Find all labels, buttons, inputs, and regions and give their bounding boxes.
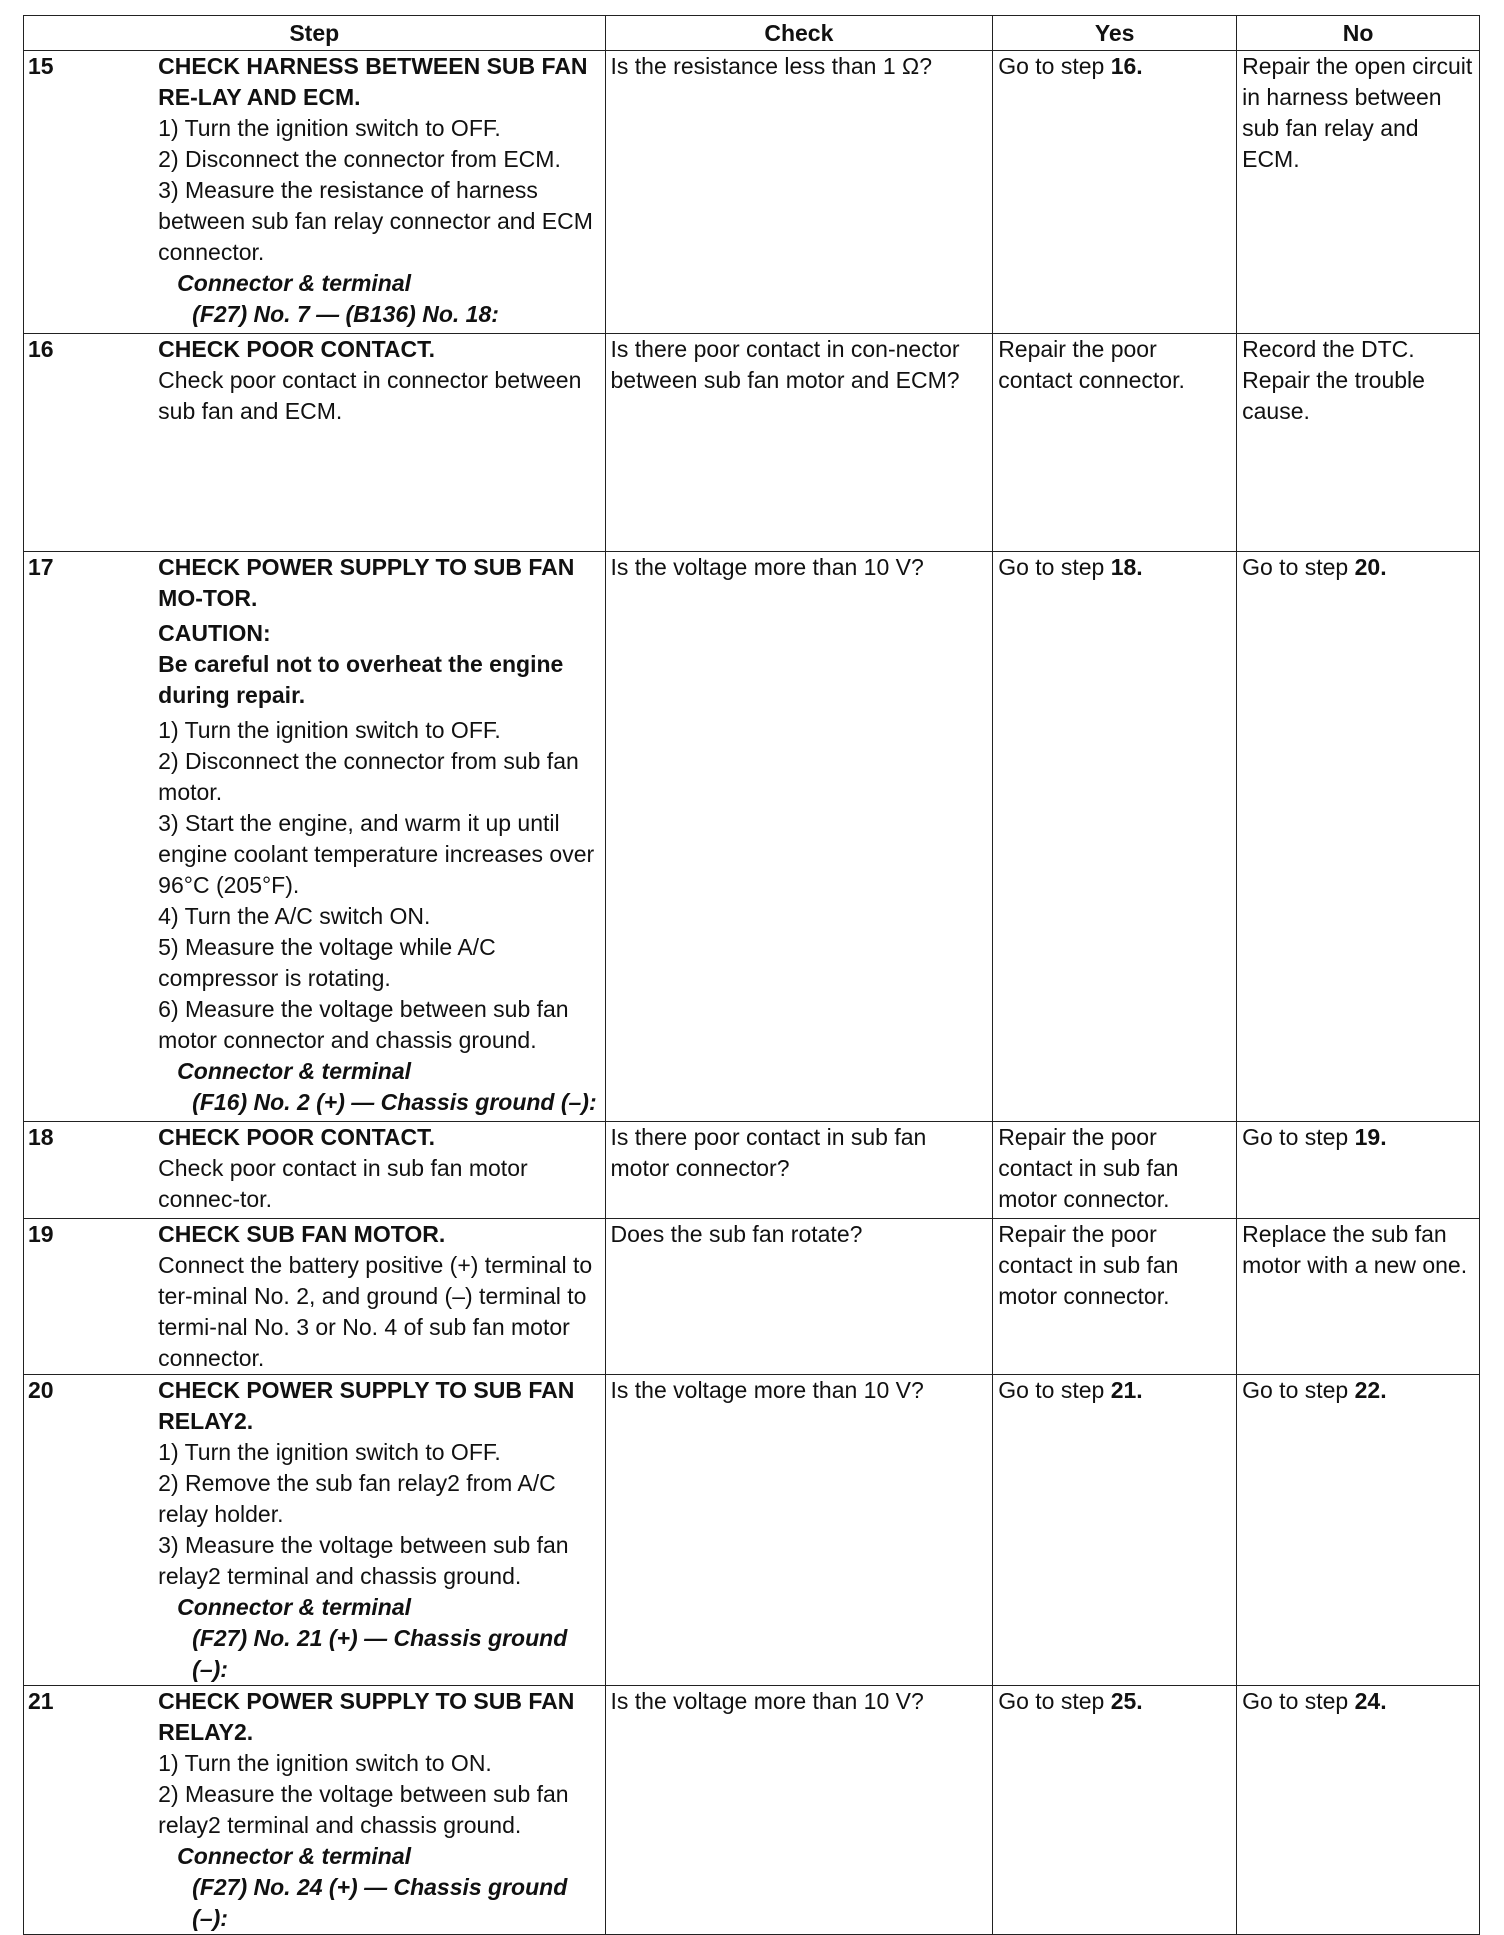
no-suffix: . [1380, 554, 1387, 580]
step-description [154, 1686, 605, 1935]
connector-terminal-label: Connector & terminal [177, 1843, 412, 1869]
step-line: 2) Remove the sub fan relay2 from A/C relay holder. [158, 1470, 556, 1527]
no-step-ref: 24 [1354, 1688, 1381, 1714]
step-title: CHECK POOR CONTACT. [158, 336, 436, 362]
table-row-21 [24, 1686, 1480, 1935]
check-cell: Is there poor contact in sub fan motor connector? [605, 1122, 993, 1219]
yes-suffix: . [1136, 1688, 1143, 1714]
yes-step-ref: 25 [1110, 1688, 1137, 1714]
connector-terminal-spec: (F16) No. 2 (+) — Chassis ground (–): [192, 1089, 597, 1115]
step-description [154, 1122, 605, 1219]
step-line: 2) Disconnect the connector from sub fan motor. [158, 748, 579, 805]
no-cell: Replace the sub fan motor with a new one. [1237, 1219, 1480, 1375]
step-description [154, 1375, 605, 1686]
table-row-15 [24, 51, 1480, 334]
step-line: 1) Turn the ignition switch to OFF. [158, 717, 501, 743]
step-line: 5) Measure the voltage while A/C compressor is rotating. [158, 934, 496, 991]
step-title: CHECK POWER SUPPLY TO SUB FAN MO-TOR. [158, 554, 575, 611]
yes-cell [993, 51, 1237, 334]
check-cell: Is the voltage more than 10 V? [605, 1375, 993, 1686]
table-row-16 [24, 334, 1480, 552]
table-row-17 [24, 552, 1480, 1122]
yes-cell: Repair the poor contact connector. [993, 334, 1237, 552]
table-row-18 [24, 1122, 1480, 1219]
no-text: Go to step [1242, 1688, 1355, 1714]
header-check: Check [605, 16, 993, 51]
yes-cell [993, 1686, 1237, 1935]
header-step: Step [24, 16, 606, 51]
step-description [154, 552, 605, 1122]
no-cell: Repair the open circuit in harness between sub fan relay and ECM. [1237, 51, 1480, 334]
yes-text: Go to step [998, 53, 1111, 79]
step-line: 1) Turn the ignition switch to ON. [158, 1750, 492, 1776]
yes-suffix: . [1136, 554, 1143, 580]
step-line: 1) Turn the ignition switch to OFF. [158, 1439, 501, 1465]
step-description [154, 334, 605, 552]
step-number: 18 [24, 1122, 155, 1219]
no-suffix: . [1380, 1688, 1387, 1714]
no-suffix: . [1380, 1377, 1387, 1403]
no-cell [1237, 1122, 1480, 1219]
no-cell: Record the DTC. Repair the trouble cause. [1237, 334, 1480, 552]
step-line: Check poor contact in sub fan motor connec-tor. [158, 1155, 528, 1212]
step-title: CHECK POWER SUPPLY TO SUB FAN RELAY2. [158, 1377, 575, 1434]
check-cell: Is the voltage more than 10 V? [605, 552, 993, 1122]
yes-step-ref: 16 [1110, 53, 1137, 79]
check-cell: Is the resistance less than 1 Ω? [605, 51, 993, 334]
no-step-ref: 22 [1354, 1377, 1381, 1403]
no-cell [1237, 1686, 1480, 1935]
connector-terminal-spec: (F27) No. 24 (+) — Chassis ground (–): [192, 1874, 568, 1931]
step-line: 6) Measure the voltage between sub fan motor connector and chassis ground. [158, 996, 569, 1053]
no-text: Go to step [1242, 1377, 1355, 1403]
no-text: Go to step [1242, 1124, 1355, 1150]
step-line: 3) Start the engine, and warm it up until engine coolant temperature increases over 96°C (205°F). [158, 810, 595, 898]
yes-step-ref: 18 [1110, 554, 1137, 580]
step-number: 19 [24, 1219, 155, 1375]
yes-text: Go to step [998, 554, 1111, 580]
no-cell [1237, 552, 1480, 1122]
connector-terminal-label: Connector & terminal [177, 1058, 412, 1084]
step-line: Check poor contact in connector between sub fan and ECM. [158, 367, 582, 424]
no-step-ref: 19 [1354, 1124, 1381, 1150]
step-number: 17 [24, 552, 155, 1122]
no-step-ref: 20 [1354, 554, 1381, 580]
step-title: CHECK POOR CONTACT. [158, 1124, 436, 1150]
yes-cell [993, 552, 1237, 1122]
step-line: 3) Measure the resistance of harness between sub fan relay connector and ECM connector. [158, 177, 593, 265]
step-line: 3) Measure the voltage between sub fan relay2 terminal and chassis ground. [158, 1532, 569, 1589]
check-cell: Is there poor contact in con-nector between sub fan motor and ECM? [605, 334, 993, 552]
header-no: No [1237, 16, 1480, 51]
step-line: Connect the battery positive (+) terminal to ter-minal No. 2, and ground (–) terminal to termi-nal No. 3 or No. 4 of sub fan motor connector. [158, 1252, 593, 1371]
step-number: 21 [24, 1686, 155, 1935]
step-number: 16 [24, 334, 155, 552]
yes-suffix: . [1136, 53, 1143, 79]
no-text: Go to step [1242, 554, 1355, 580]
step-number: 20 [24, 1375, 155, 1686]
no-cell [1237, 1375, 1480, 1686]
step-line: 4) Turn the A/C switch ON. [158, 903, 431, 929]
yes-cell: Repair the poor contact in sub fan motor connector. [993, 1219, 1237, 1375]
check-cell: Is the voltage more than 10 V? [605, 1686, 993, 1935]
connector-terminal-spec: (F27) No. 7 — (B136) No. 18: [192, 301, 499, 327]
table-header-row [24, 16, 1480, 51]
step-description [154, 1219, 605, 1375]
yes-step-ref: 21 [1110, 1377, 1137, 1403]
yes-text: Go to step [998, 1377, 1111, 1403]
step-number: 15 [24, 51, 155, 334]
caution-text: Be careful not to overheat the engine during repair. [158, 651, 564, 708]
connector-terminal-label: Connector & terminal [177, 270, 412, 296]
yes-suffix: . [1136, 1377, 1143, 1403]
no-suffix: . [1380, 1124, 1387, 1150]
yes-cell: Repair the poor contact in sub fan motor connector. [993, 1122, 1237, 1219]
step-title: CHECK HARNESS BETWEEN SUB FAN RE-LAY AND ECM. [158, 53, 588, 110]
caution-label: CAUTION: [158, 620, 271, 646]
yes-cell [993, 1375, 1237, 1686]
diagnostic-step-table [23, 15, 1480, 1935]
connector-terminal-label: Connector & terminal [177, 1594, 412, 1620]
step-title: CHECK SUB FAN MOTOR. [158, 1221, 446, 1247]
step-line: 2) Disconnect the connector from ECM. [158, 146, 561, 172]
step-description [154, 51, 605, 334]
step-title: CHECK POWER SUPPLY TO SUB FAN RELAY2. [158, 1688, 575, 1745]
header-yes: Yes [993, 16, 1237, 51]
table-row-19 [24, 1219, 1480, 1375]
yes-text: Go to step [998, 1688, 1111, 1714]
check-cell: Does the sub fan rotate? [605, 1219, 993, 1375]
step-line: 1) Turn the ignition switch to OFF. [158, 115, 501, 141]
connector-terminal-spec: (F27) No. 21 (+) — Chassis ground (–): [192, 1625, 568, 1682]
table-row-20 [24, 1375, 1480, 1686]
step-line: 2) Measure the voltage between sub fan relay2 terminal and chassis ground. [158, 1781, 569, 1838]
